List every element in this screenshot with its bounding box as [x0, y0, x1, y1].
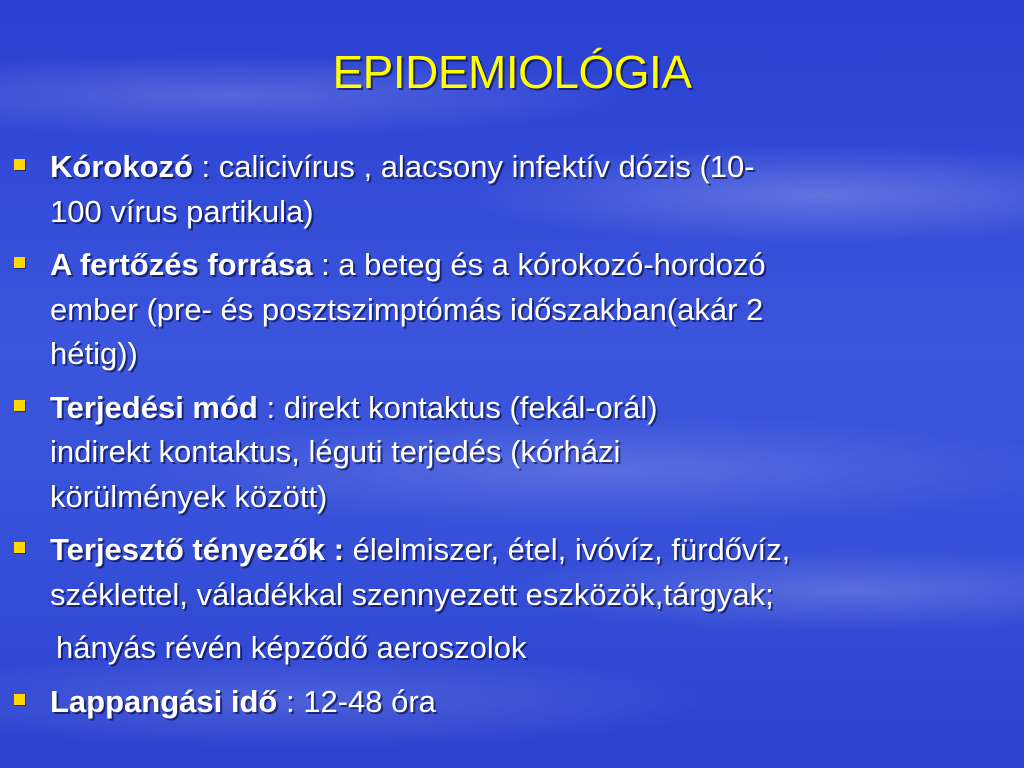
bullet-term: Terjesztő tényezők :: [50, 532, 345, 567]
bullet-item-source: [14, 243, 1004, 377]
bullet-line: ember (pre- és posztszimptómás időszakban(akár 2: [50, 291, 764, 327]
continuation-text: hányás révén képződő aeroszolok: [56, 630, 527, 665]
bullet-line: hétig)): [50, 336, 138, 371]
bullet-text: : a beteg és a kórokozó-hordozó: [312, 247, 766, 282]
bullet-term: Lappangási idő: [50, 683, 278, 719]
continuation-line: [14, 626, 1004, 671]
bullet-item-incubation: [14, 680, 1004, 725]
bullet-item-pathogen: [14, 145, 1004, 234]
bullet-line: [50, 386, 1004, 431]
bullet-term: A fertőzés forrása: [50, 247, 313, 282]
square-bullet-icon: [14, 257, 25, 268]
bullet-text: : direkt kontaktus (fekál-orál): [257, 389, 658, 425]
bullet-line: körülmények között): [50, 478, 328, 514]
bullet-line: [50, 528, 1004, 573]
bullet-text: : 12-48 óra: [277, 683, 436, 719]
square-bullet-icon: [14, 159, 25, 170]
bullet-line: [50, 243, 1004, 288]
square-bullet-icon: [14, 400, 25, 411]
bullet-line: [50, 145, 1004, 190]
bullet-line: széklettel, váladékkal szennyezett eszközök,tárgyak;: [50, 576, 774, 612]
bullet-term: Kórokozó: [50, 149, 193, 184]
square-bullet-icon: [14, 694, 25, 705]
bullet-text: élelmiszer, étel, ivóvíz, fürdővíz,: [344, 532, 791, 567]
bullet-text: : calicivírus , alacsony infektív dózis (10-: [192, 149, 755, 184]
square-bullet-icon: [14, 542, 25, 553]
bullet-line: [50, 680, 1004, 725]
bullet-list: [14, 145, 1004, 733]
bullet-item-transmission: [14, 386, 1004, 520]
bullet-item-vectors: [14, 528, 1004, 617]
slide-title: EPIDEMIOLÓGIA: [332, 46, 692, 98]
bullet-term: Terjedési mód: [50, 389, 258, 425]
bullet-line: indirekt kontaktus, léguti terjedés (kórházi: [50, 434, 621, 469]
bullet-line: 100 vírus partikula): [50, 193, 314, 229]
